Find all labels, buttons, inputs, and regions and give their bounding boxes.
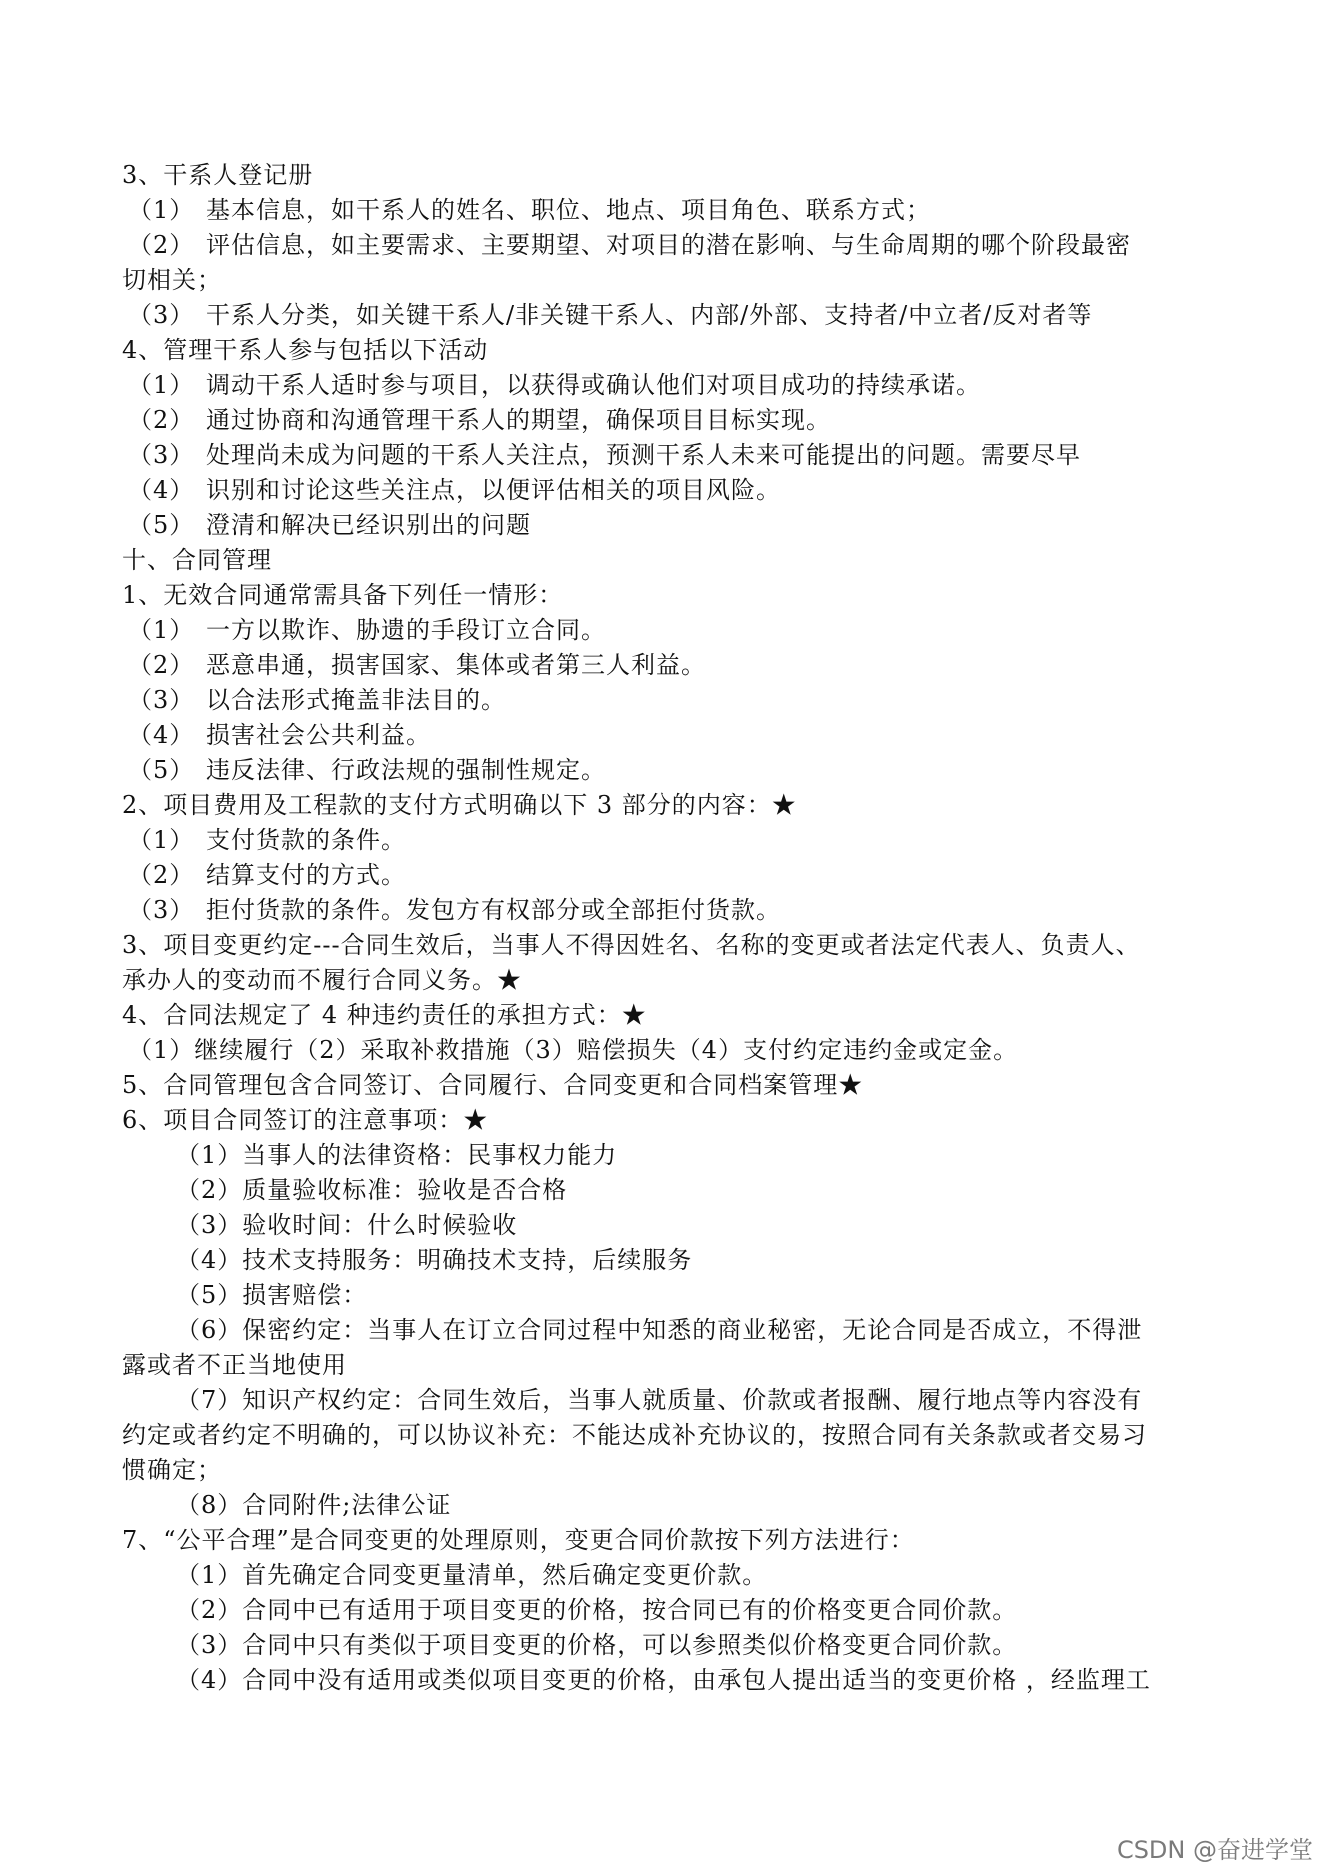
- list-item: （2） 结算支付的方式。: [128, 861, 406, 889]
- list-item-continuation: 切相关；: [122, 266, 222, 294]
- list-item: （2） 通过协商和沟通管理干系人的期望，确保项目目标实现。: [128, 406, 831, 434]
- list-item: （2）质量验收标准：验收是否合格: [176, 1176, 568, 1204]
- list-item: （3）验收时间：什么时候验收: [176, 1211, 518, 1239]
- section-heading-invalid-contract: 1、无效合同通常需具备下列任一情形：: [122, 581, 564, 609]
- list-item: （3） 以合法形式掩盖非法目的。: [128, 686, 506, 714]
- list-item: （7）知识产权约定：合同生效后，当事人就质量、价款或者报酬、履行地点等内容没有: [176, 1386, 1143, 1414]
- list-item: （3） 拒付货款的条件。发包方有权部分或全部拒付货款。: [128, 896, 781, 924]
- watermark: CSDN @奋进学堂: [1116, 1836, 1313, 1864]
- list-item-continuation: 惯确定；: [122, 1456, 222, 1484]
- list-item: （1） 一方以欺诈、胁遗的手段订立合同。: [128, 616, 606, 644]
- section-heading-price-change: 7、“公平合理”是合同变更的处理原则，变更合同价款按下列方法进行：: [122, 1526, 915, 1554]
- list-item: （2）合同中已有适用于项目变更的价格，按合同已有的价格变更合同价款。: [176, 1596, 1018, 1624]
- list-item: （5） 违反法律、行政法规的强制性规定。: [128, 756, 606, 784]
- list-item: （4）技术支持服务：明确技术支持，后续服务: [176, 1246, 693, 1274]
- section-heading-liability: 4、合同法规定了 4 种违约责任的承担方式：★: [122, 1001, 647, 1029]
- list-item: （5） 澄清和解决已经识别出的问题: [128, 511, 531, 539]
- list-item: （2） 评估信息，如主要需求、主要期望、对项目的潜在影响、与生命周期的哪个阶段最密: [128, 231, 1131, 259]
- list-item: （1） 基本信息，如干系人的姓名、职位、地点、项目角色、联系方式；: [128, 196, 931, 224]
- section-heading-manage-engagement: 4、管理干系人参与包括以下活动: [122, 336, 489, 364]
- list-item: （6）保密约定：当事人在订立合同过程中知悉的商业秘密，无论合同是否成立，不得泄: [176, 1316, 1143, 1344]
- list-item: （3） 处理尚未成为问题的干系人关注点，预测干系人未来可能提出的问题。需要尽早: [128, 441, 1081, 469]
- list-item: （2） 恶意串通，损害国家、集体或者第三人利益。: [128, 651, 706, 679]
- liability-methods: （1）继续履行（2）采取补救措施（3）赔偿损失（4）支付约定违约金或定金。: [128, 1036, 1019, 1064]
- list-item-continuation: 露或者不正当地使用: [122, 1351, 347, 1379]
- section-heading-stakeholder-register: 3、干系人登记册: [122, 161, 314, 189]
- section-heading-payment-terms: 2、项目费用及工程款的支付方式明确以下 3 部分的内容：★: [122, 791, 797, 819]
- list-item-continuation: 约定或者约定不明确的，可以协议补充：不能达成补充协议的，按照合同有关条款或者交易习: [122, 1421, 1147, 1449]
- list-item: （4）合同中没有适用或类似项目变更的价格，由承包人提出适当的变更价格 ，经监理工: [176, 1666, 1151, 1694]
- list-item: （3） 干系人分类，如关键干系人/非关键干系人、内部/外部、支持者/中立者/反对者等: [128, 301, 1093, 329]
- list-item: （1） 支付货款的条件。: [128, 826, 406, 854]
- section-heading-contract-scope: 5、合同管理包含合同签订、合同履行、合同变更和合同档案管理★: [122, 1071, 864, 1099]
- list-item: （1） 调动干系人适时参与项目，以获得或确认他们对项目成功的持续承诺。: [128, 371, 981, 399]
- chapter-heading-contract-management: 十、合同管理: [122, 546, 272, 574]
- section-heading-signing-notes: 6、项目合同签订的注意事项：★: [122, 1106, 489, 1134]
- list-item: （1）首先确定合同变更量清单，然后确定变更价款。: [176, 1561, 768, 1589]
- document-body: [122, 158, 1212, 1698]
- list-item: （3）合同中只有类似于项目变更的价格，可以参照类似价格变更合同价款。: [176, 1631, 1018, 1659]
- list-item: （1）当事人的法律资格：民事权力能力: [176, 1141, 618, 1169]
- list-item: （4） 识别和讨论这些关注点，以便评估相关的项目风险。: [128, 476, 781, 504]
- paragraph-change-agreement: 3、项目变更约定---合同生效后，当事人不得因姓名、名称的变更或者法定代表人、负责人、: [122, 931, 1141, 959]
- paragraph-change-agreement-continuation: 承办人的变动而不履行合同义务。★: [122, 966, 522, 994]
- list-item: （4） 损害社会公共利益。: [128, 721, 431, 749]
- list-item: （5）损害赔偿：: [176, 1281, 368, 1309]
- list-item: （8）合同附件;法律公证: [176, 1491, 452, 1519]
